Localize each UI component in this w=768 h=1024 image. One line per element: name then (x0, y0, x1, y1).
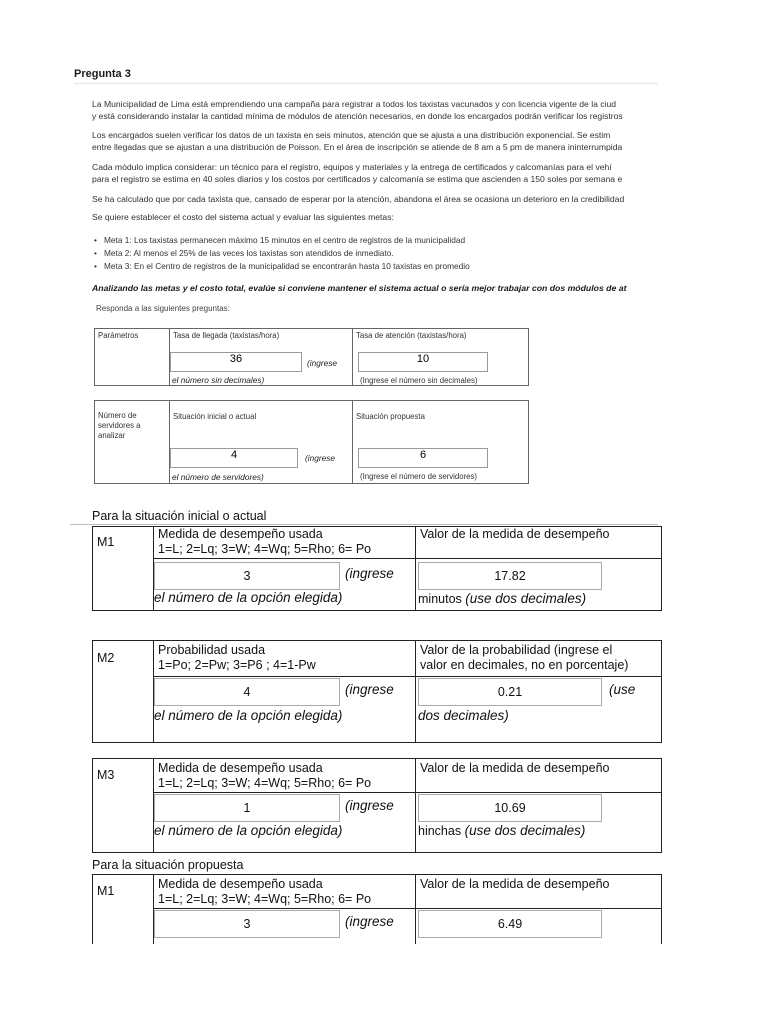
value-header-title: Valor de la medida de desempeño (420, 761, 610, 775)
arrival-rate-input[interactable]: 36 (170, 352, 302, 372)
paragraph-line: Se quiere establecer el costo del sistema actual y evaluar las siguientes metas: (92, 212, 394, 222)
servers-label: Número de servidores a analizar (95, 401, 170, 484)
section-proposed-title: Para la situación propuesta (92, 858, 244, 872)
respond-label: Responda a las siguientes preguntas: (96, 304, 230, 313)
goals-list (104, 234, 658, 273)
proposed-servers-input[interactable]: 6 (358, 448, 488, 468)
measure-header-title: Medida de desempeño usada (158, 877, 323, 891)
block-id: M2 (93, 641, 154, 677)
block-id: M1 (93, 875, 154, 909)
paragraph-line: Se ha calculado que por cada taxista que, cansado de esperar por la atención, abandona el área se ocasiona un deterioro en la credibilidad (92, 194, 625, 204)
proposed-servers-hint: (Ingrese el número de servidores) (360, 472, 478, 481)
measure-header-options: 1=L; 2=Lq; 3=W; 4=Wq; 5=Rho; 6= Po (158, 542, 372, 556)
arrival-rate-header: Tasa de llegada (taxistas/hora) (170, 329, 353, 386)
paragraph-line: Cada módulo implica considerar: un técnico para el registro, equipos y materiales y la entrega de certificados y calcomanías para el vehí (92, 162, 612, 172)
instruction-text: Analizando las metas y el costo total, evalúe si conviene mantener el sistema actual o sería mejor trabajar con dos módulos de at (92, 283, 627, 293)
unit-label: minutos (418, 592, 462, 606)
page-cutoff (92, 944, 662, 1024)
option-hint-2: el número de la opción elegida) (154, 590, 343, 605)
measure-header (154, 759, 416, 793)
option-hint: (ingrese (345, 914, 394, 929)
value-input[interactable]: 10.69 (418, 794, 602, 822)
option-hint-2: el número de la opción elegida) (154, 823, 343, 838)
option-input[interactable]: 4 (154, 678, 340, 706)
initial-servers-hint: (ingrese (305, 453, 335, 463)
measure-header (154, 875, 416, 909)
question-title: Pregunta 3 (74, 68, 131, 80)
probability-value-header-2: valor en decimales, no en porcentaje) (420, 658, 629, 672)
initial-servers-input[interactable]: 4 (170, 448, 298, 468)
value-header-title: Valor de la medida de desempeño (420, 527, 610, 541)
block-id: M1 (93, 527, 154, 559)
probability-value-header-1: Valor de la probabilidad (ingrese el (420, 643, 613, 657)
paragraph-line: para el registro se estima en 40 soles diarios y los costos por certificados y calcomanía se estima que ascienden a 150 soles por semana e (92, 174, 623, 184)
arrival-hint: (ingrese (307, 358, 337, 368)
value-unit (418, 591, 586, 606)
probability-header-title: Probabilidad usada (158, 643, 266, 657)
service-hint: (Ingrese el número sin decimales) (360, 376, 478, 385)
service-rate-input[interactable]: 10 (358, 352, 488, 372)
unit-hint: (use dos decimales) (464, 823, 586, 838)
goal-item: • Meta 1: Los taxistas permanecen máximo 15 minutos en el centro de registros de la municipalidad (104, 234, 658, 247)
value-header-title: Valor de la medida de desempeño (420, 877, 610, 891)
arrival-hint-2: el número sin decimales) (172, 375, 265, 385)
unit-hint: (use dos decimales) (465, 591, 587, 606)
value-header (416, 759, 662, 793)
option-input[interactable]: 3 (154, 562, 340, 590)
paragraph-line: Los encargados suelen verificar los datos de un taxista en seis minutos, atención que se ajusta a una distribución exponencial. Se estim (92, 130, 611, 140)
section-divider (70, 524, 658, 525)
probability-header-options: 1=Po; 2=Pw; 3=P6 ; 4=1-Pw (158, 658, 316, 672)
option-input[interactable]: 1 (154, 794, 340, 822)
section-initial-title: Para la situación inicial o actual (92, 509, 267, 523)
paragraph-line: La Municipalidad de Lima está emprendiendo una campaña para registrar a todos los taxistas vacunados y con licencia vigente de la ciud (92, 99, 617, 109)
unit-label: hinchas (418, 824, 462, 838)
probability-header (154, 641, 416, 677)
probability-value-header (416, 641, 662, 677)
option-hint: (ingrese (345, 566, 394, 581)
value-header (416, 527, 662, 559)
value-input[interactable]: 17.82 (418, 562, 602, 590)
goal-item: • Meta 2: Al menos el 25% de las veces los taxistas son atendidos de inmediato. (104, 247, 658, 260)
use-hint: (use (609, 682, 636, 697)
measure-header (154, 527, 416, 559)
value-input[interactable]: 6.49 (418, 910, 602, 938)
initial-situation-header: Situación inicial o actual (170, 401, 353, 484)
measure-header-options: 1=L; 2=Lq; 3=W; 4=Wq; 5=Rho; 6= Po (158, 776, 372, 790)
paragraph-line: y está considerando instalar la cantidad mínima de módulos de atención necesarios, en donde los encargados podrán verificar los registros (92, 111, 623, 121)
block-id: M3 (93, 759, 154, 793)
use-hint-2: dos decimales) (418, 708, 509, 723)
value-header (416, 875, 662, 909)
goal-item: • Meta 3: En el Centro de registros de la municipalidad se encontrarán hasta 10 taxistas en promedio (104, 260, 658, 273)
value-unit (418, 823, 585, 838)
measure-header-title: Medida de desempeño usada (158, 761, 323, 775)
parameters-label: Parámetros (95, 329, 170, 386)
option-hint-2: el número de la opción elegida) (154, 708, 343, 723)
option-hint: (ingrese (345, 798, 394, 813)
service-rate-header: Tasa de atención (taxistas/hora) (353, 329, 529, 386)
option-input[interactable]: 3 (154, 910, 340, 938)
probability-value-input[interactable]: 0.21 (418, 678, 602, 706)
measure-header-title: Medida de desempeño usada (158, 527, 323, 541)
initial-servers-hint-2: el número de servidores) (172, 472, 264, 482)
measure-header-options: 1=L; 2=Lq; 3=W; 4=Wq; 5=Rho; 6= Po (158, 892, 372, 906)
paragraph-line: entre llegadas que se ajustan a una distribución de Poisson. En el área de inscripción se atiende de 8 am a 5 pm de manera ininterrumpida (92, 142, 623, 152)
option-hint: (ingrese (345, 682, 394, 697)
proposed-situation-header: Situación propuesta (353, 401, 529, 484)
title-divider (74, 83, 658, 84)
